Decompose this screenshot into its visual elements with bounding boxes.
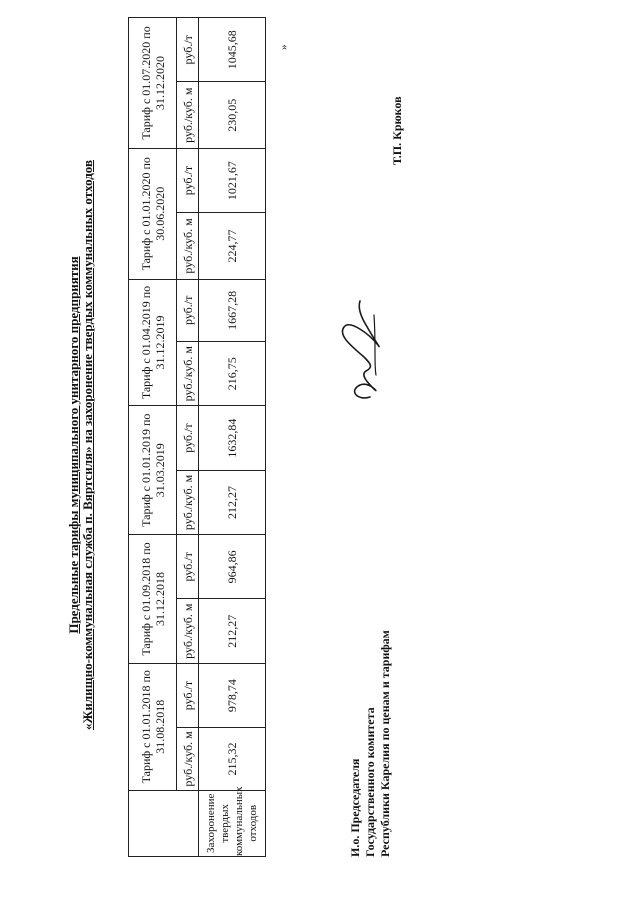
value-cell-t: 1667,28 bbox=[199, 279, 266, 341]
value-cell-m3: 212,27 bbox=[199, 470, 266, 534]
service-name-cell: Захоронение твердых коммунальных отходов bbox=[199, 790, 266, 856]
value-cell-m3: 212,27 bbox=[199, 599, 266, 663]
unit-header-t: руб./т bbox=[177, 279, 199, 341]
period-header: Тариф с 01.01.2019 по 31.03.2019 bbox=[129, 406, 177, 535]
unit-header-t: руб./т bbox=[177, 663, 199, 727]
value-cell-t: 1021,67 bbox=[199, 148, 266, 212]
unit-header-m3: руб./куб. м bbox=[177, 728, 199, 790]
empty-header-cell bbox=[129, 790, 199, 856]
period-header: Тариф с 01.01.2018 по 31.08.2018 bbox=[129, 663, 177, 790]
value-cell-m3: 215,32 bbox=[199, 728, 266, 790]
value-cell-m3: 230,05 bbox=[199, 82, 266, 148]
unit-header-m3: руб./куб. м bbox=[177, 599, 199, 663]
table-header-periods bbox=[129, 18, 177, 857]
value-cell-t: 978,74 bbox=[199, 663, 266, 727]
value-cell-m3: 224,77 bbox=[199, 213, 266, 279]
value-cell-t: 1045,68 bbox=[199, 18, 266, 82]
value-cell-t: 964,86 bbox=[199, 535, 266, 599]
table-row bbox=[199, 18, 266, 857]
unit-header-t: руб./т bbox=[177, 535, 199, 599]
tariff-table bbox=[128, 17, 266, 857]
period-header: Тариф с 01.04.2019 по 31.12.2019 bbox=[129, 279, 177, 406]
unit-header-m3: руб./куб. м bbox=[177, 82, 199, 148]
period-header: Тариф с 01.01.2020 по 30.06.2020 bbox=[129, 148, 177, 279]
unit-header-m3: руб./куб. м bbox=[177, 342, 199, 406]
unit-header-t: руб./т bbox=[177, 148, 199, 212]
closing-quote: » bbox=[278, 44, 290, 50]
signatory-title-block bbox=[348, 630, 393, 857]
table-header-units bbox=[177, 18, 199, 857]
handwritten-signature bbox=[330, 295, 390, 405]
value-cell-m3: 216,75 bbox=[199, 342, 266, 406]
signatory-line2: Государственного комитета bbox=[363, 707, 377, 857]
period-header: Тариф с 01.09.2018 по 31.12.2018 bbox=[129, 535, 177, 664]
period-header: Тариф с 01.07.2020 по 31.12.2020 bbox=[129, 18, 177, 149]
unit-header-m3: руб./куб. м bbox=[177, 213, 199, 279]
unit-header-m3: руб./куб. м bbox=[177, 470, 199, 534]
value-cell-t: 1632,84 bbox=[199, 406, 266, 470]
unit-header-t: руб./т bbox=[177, 18, 199, 82]
document-title-line2: «Жилищно-коммунальная служба п. Вяртсиля» на захоронение твердых коммунальных отходов bbox=[80, 160, 95, 731]
unit-header-t: руб./т bbox=[177, 406, 199, 470]
document-title-line1: Предельные тарифы муниципального унитарного предприятия bbox=[66, 256, 81, 634]
signatory-name: Т.П. Крюков bbox=[390, 96, 404, 165]
signatory-line3: Республики Карелия по ценам и тарифам bbox=[378, 630, 392, 857]
signatory-line1: И.о. Председателя bbox=[348, 758, 362, 857]
